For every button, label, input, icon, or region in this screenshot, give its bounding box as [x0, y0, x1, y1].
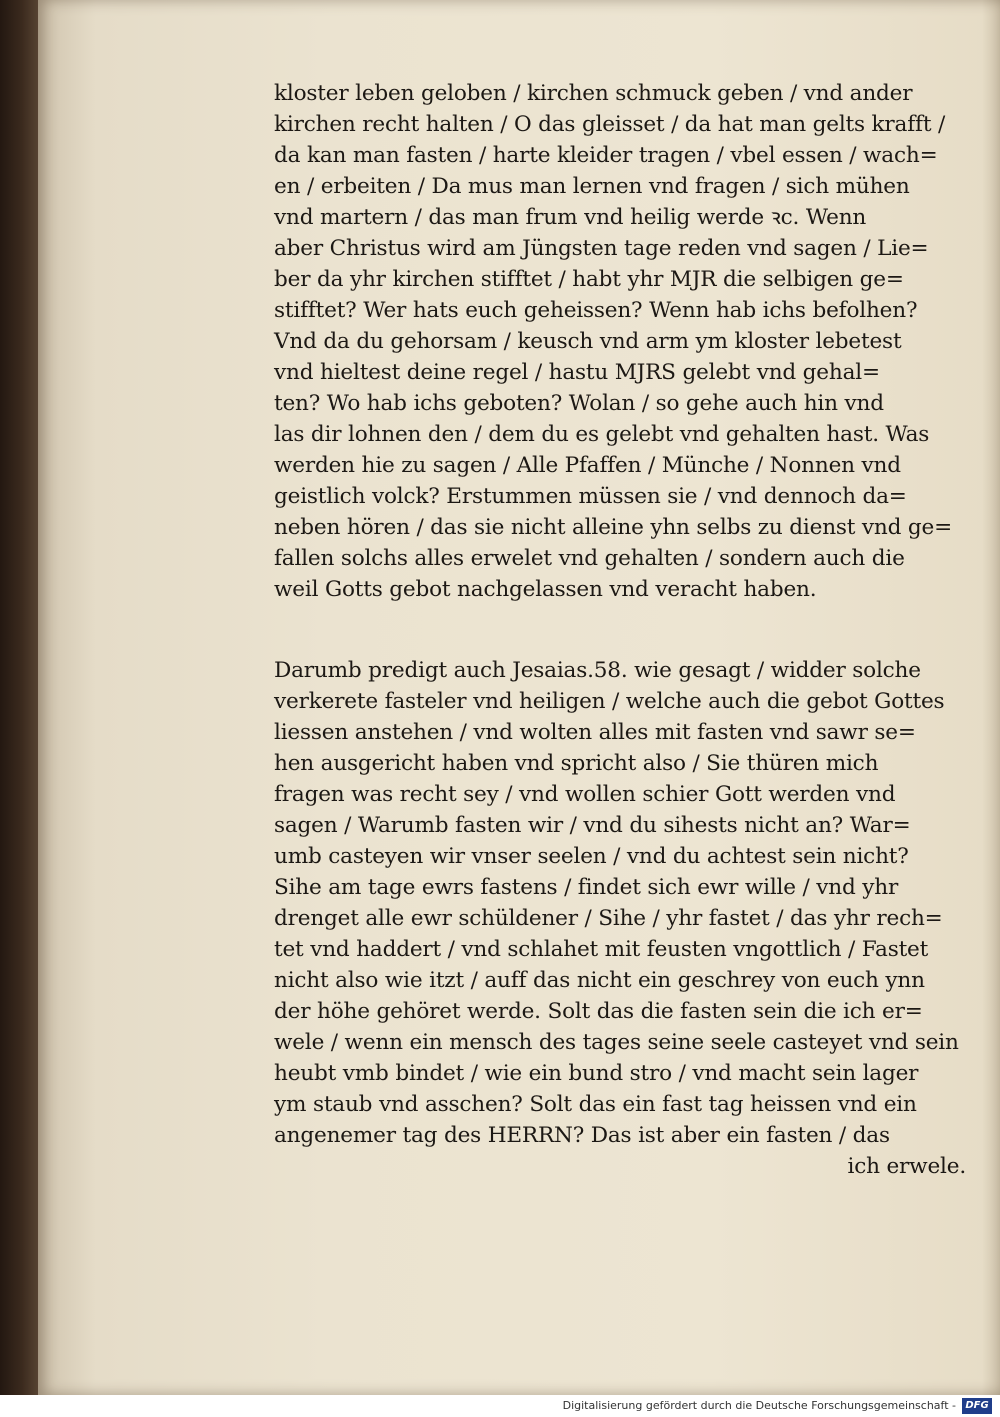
text-line: geistlich volck? Erstummen müssen sie / vnd dennoch da=: [274, 484, 907, 509]
text-line: drenget alle ewr schüldener / Sihe / yhr fastet / das yhr rech=: [274, 906, 943, 931]
text-line: las dir lohnen den / dem du es gelebt vnd gehalten hast. Was: [274, 422, 930, 447]
text-line: Vnd da du gehorsam / keusch vnd arm ym kloster lebetest: [274, 329, 902, 354]
paragraph-1: [274, 78, 974, 605]
text-line: neben hören / das sie nicht alleine yhn selbs zu dienst vnd ge=: [274, 515, 953, 540]
text-line-last: ich erwele.: [847, 1154, 966, 1179]
text-line: der höhe gehöret werde. Solt das die fasten sein die ich er=: [274, 999, 923, 1024]
text-line: hen ausgericht haben vnd spricht also / Sie thüren mich: [274, 751, 879, 776]
text-line: umb casteyen wir vnser seelen / vnd du achtest sein nicht?: [274, 844, 909, 869]
text-line: da kan man fasten / harte kleider tragen / vbel essen / wach=: [274, 143, 938, 168]
text-block: [274, 78, 974, 1182]
text-line: heubt vmb bindet / wie ein bund stro / vnd macht sein lager: [274, 1061, 919, 1086]
footer-bar: [0, 1395, 1000, 1417]
text-line: ber da yhr kirchen stifftet / habt yhr MJR die selbigen ge=: [274, 267, 904, 292]
page-edge-shadow: [982, 0, 1000, 1395]
paragraph-gap: [274, 605, 974, 655]
text-line: stifftet? Wer hats euch geheissen? Wenn hab ichs befolhen?: [274, 298, 918, 323]
text-line: weil Gotts gebot nachgelassen vnd veracht haben.: [274, 577, 817, 602]
text-line: sagen / Warumb fasten wir / vnd du sihests nicht an? War=: [274, 813, 911, 838]
text-line: fallen solchs alles erwelet vnd gehalten / sondern auch die: [274, 546, 905, 571]
text-line: Darumb predigt auch Jesaias.58. wie gesagt / widder solche: [274, 658, 921, 683]
text-line: aber Christus wird am Jüngsten tage reden vnd sagen / Lie=: [274, 236, 929, 261]
funding-notice: Digitalisierung gefördert durch die Deutsche Forschungsgemeinschaft -: [562, 1399, 956, 1412]
text-line: ym staub vnd asschen? Solt das ein fast tag heissen vnd ein: [274, 1092, 917, 1117]
text-line: fragen was recht sey / vnd wollen schier Gott werden vnd: [274, 782, 896, 807]
dfg-logo-icon: DFG: [962, 1398, 992, 1414]
text-line: Sihe am tage ewrs fastens / findet sich ewr wille / vnd yhr: [274, 875, 899, 900]
text-line: kirchen recht halten / O das gleisset / da hat man gelts krafft /: [274, 112, 946, 137]
text-line: angenemer tag des HERRN? Das ist aber ein fasten / das: [274, 1123, 890, 1148]
text-line: werden hie zu sagen / Alle Pfaffen / Münche / Nonnen vnd: [274, 453, 901, 478]
text-line: tet vnd haddert / vnd schlahet mit feusten vngottlich / Fastet: [274, 937, 929, 962]
text-line: wele / wenn ein mensch des tages seine seele casteyet vnd sein: [274, 1030, 959, 1055]
text-line: verkerete fasteler vnd heiligen / welche auch die gebot Gottes: [274, 689, 945, 714]
text-line: liessen anstehen / vnd wolten alles mit fasten vnd sawr se=: [274, 720, 916, 745]
book-spine: [0, 0, 40, 1395]
text-line: en / erbeiten / Da mus man lernen vnd fragen / sich mühen: [274, 174, 910, 199]
paragraph-2: [274, 655, 974, 1182]
text-line: kloster leben geloben / kirchen schmuck geben / vnd ander: [274, 81, 913, 106]
text-line: ten? Wo hab ichs geboten? Wolan / so gehe auch hin vnd: [274, 391, 884, 416]
text-line: vnd hieltest deine regel / hastu MJRS gelebt vnd gehal=: [274, 360, 880, 385]
text-line: nicht also wie itzt / auff das nicht ein geschrey von euch ynn: [274, 968, 925, 993]
text-line: vnd martern / das man frum vnd heilig werde ꝛc. Wenn: [274, 205, 867, 230]
